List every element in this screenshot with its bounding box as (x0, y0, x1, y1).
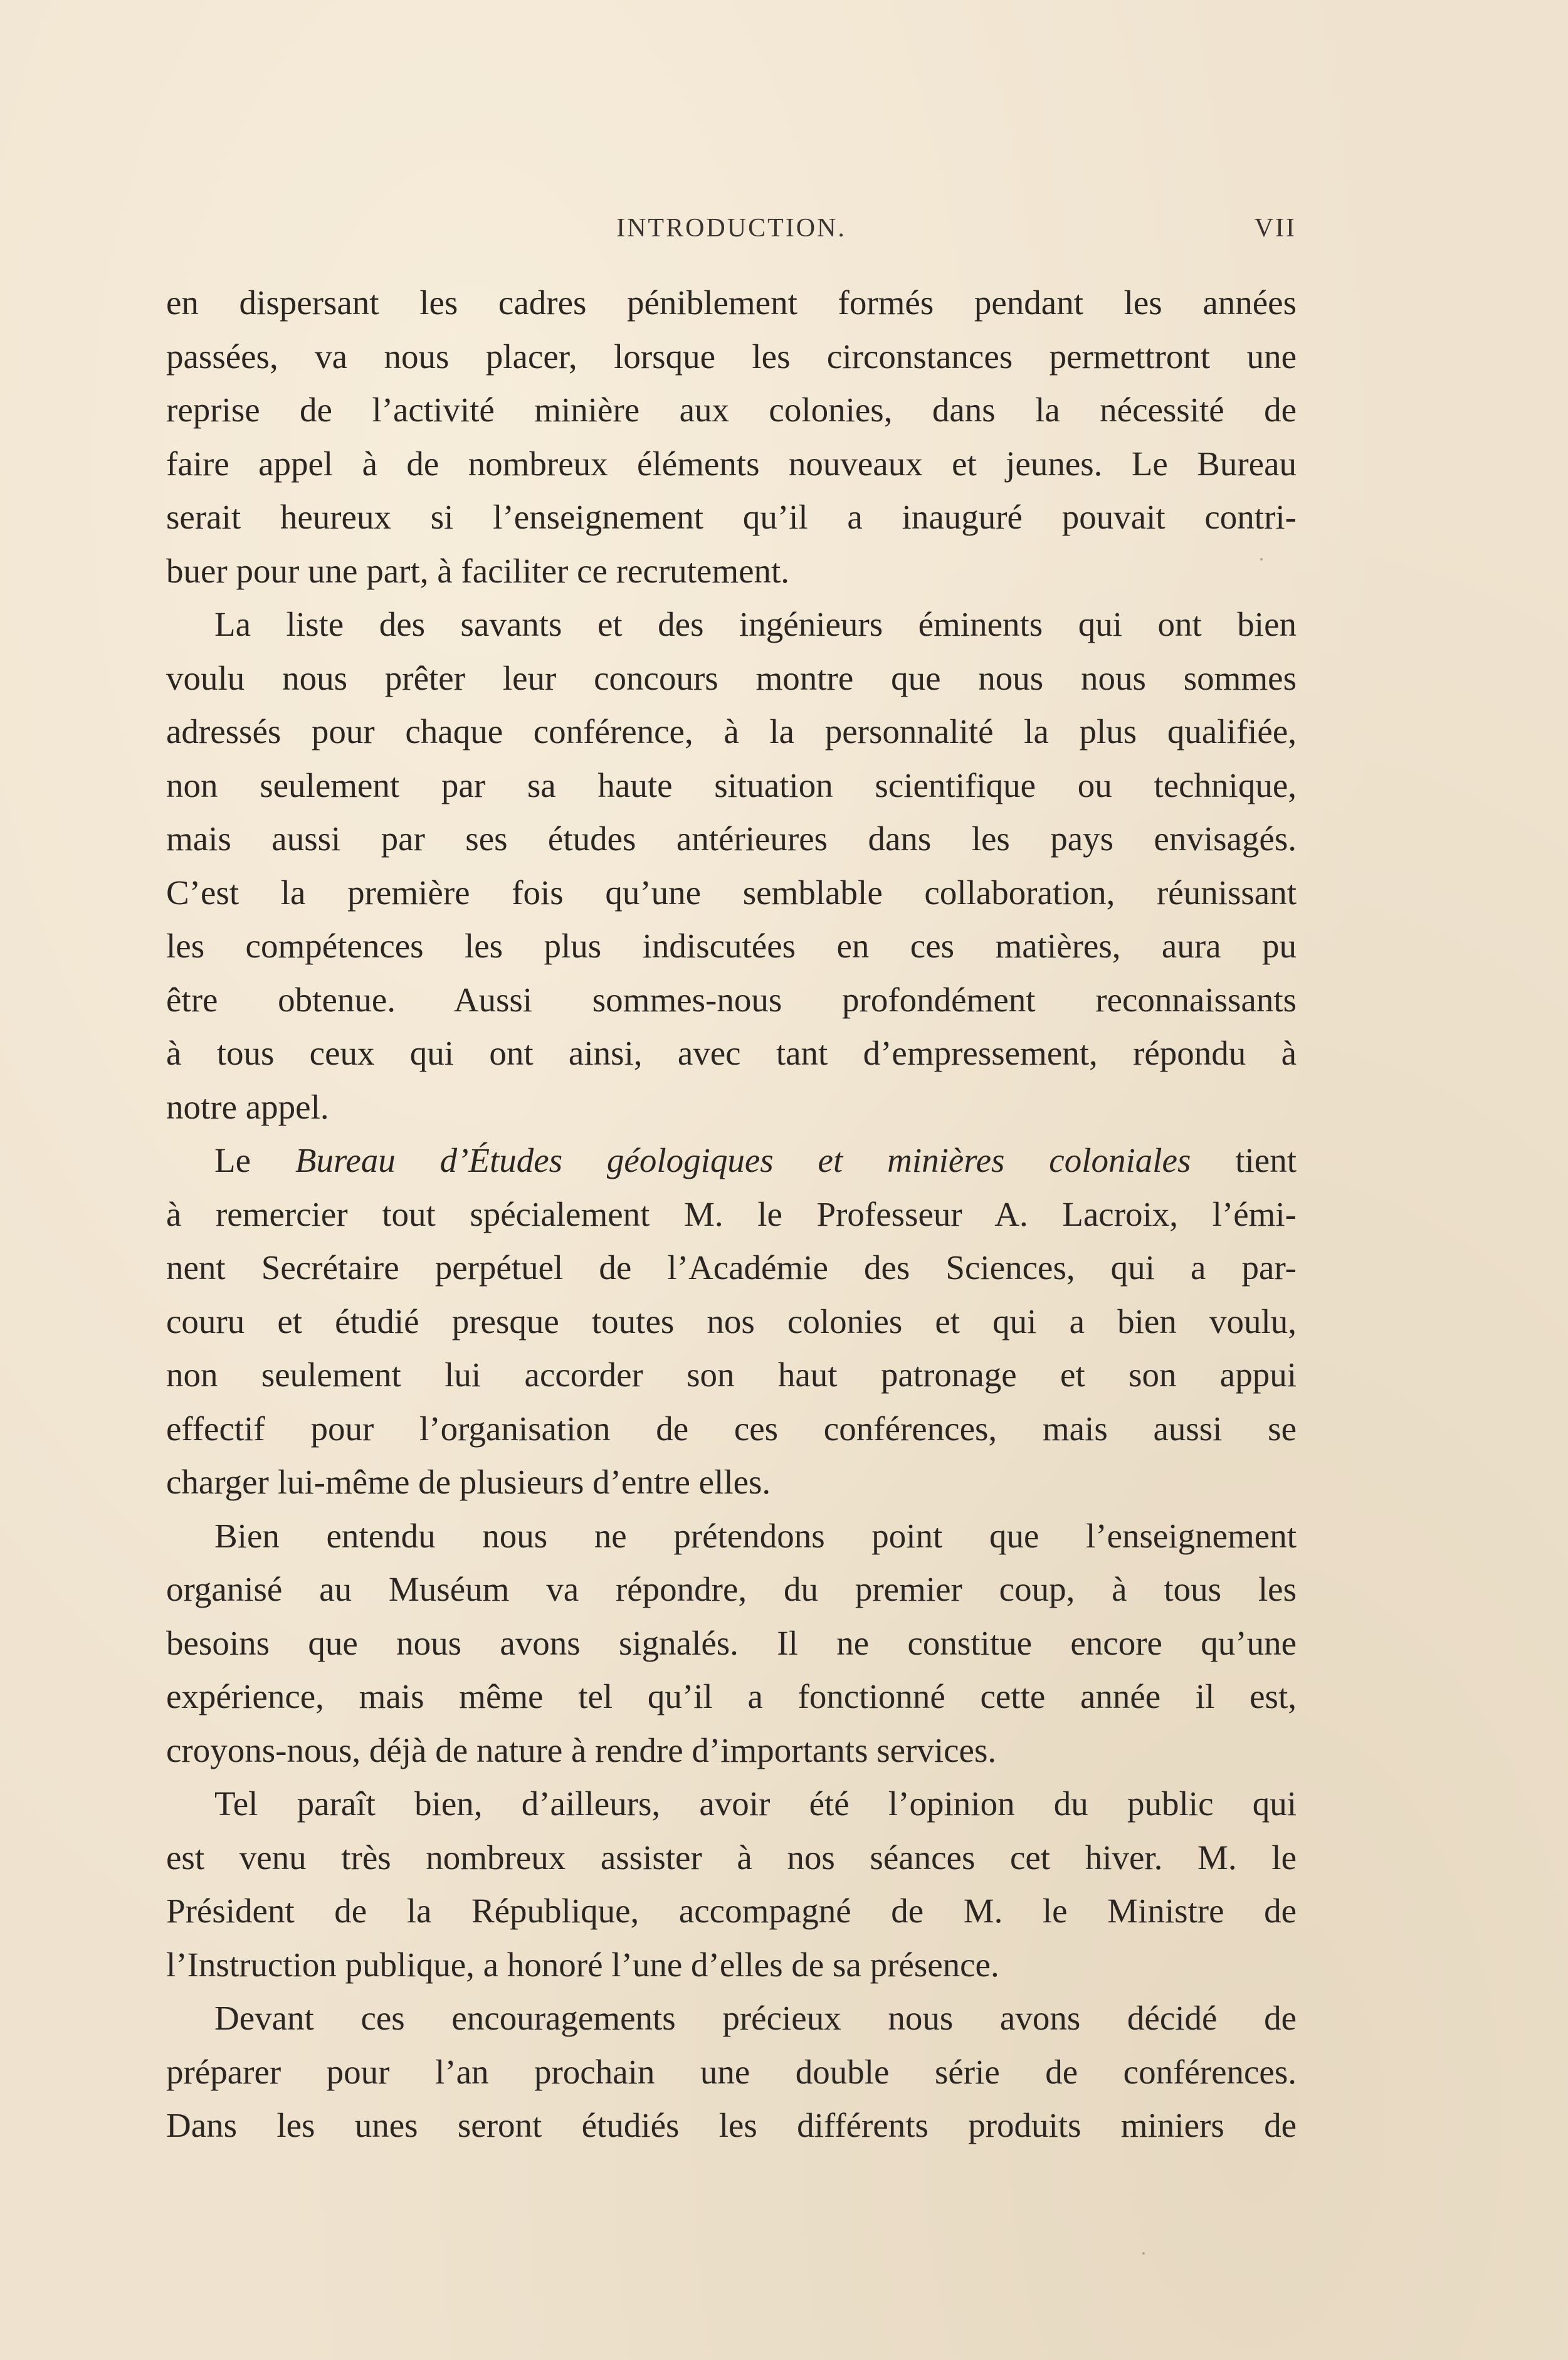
text-line: être obtenue. Aussi sommes-nous profondément reconnaissants (166, 980, 1297, 1019)
italic-title: Bureau d’Études géologiques et minières coloniales (295, 1141, 1191, 1179)
text-line: La liste des savants et des ingénieurs éminents qui ont bien (214, 605, 1297, 643)
text-line: Bien entendu nous ne prétendons point que l’enseignement (214, 1516, 1297, 1555)
text-line: mais aussi par ses études antérieures dans les pays envisagés. (166, 819, 1297, 858)
text-line: adressés pour chaque conférence, à la personnalité la plus qualifiée, (166, 712, 1297, 751)
body-text (166, 276, 1297, 2152)
text-line: est venu très nombreux assister à nos séances cet hiver. M. le (166, 1838, 1297, 1877)
text-line: Dans les unes seront étudiés les différents produits miniers de (166, 2106, 1297, 2144)
running-head (166, 213, 1297, 251)
text-line: organisé au Muséum va répondre, du premier coup, à tous les (166, 1570, 1297, 1608)
paragraph-2 (166, 598, 1297, 1134)
text-line: buer pour une part, à faciliter ce recrutement. (166, 551, 790, 590)
paper-speck (1260, 558, 1263, 561)
text-line: l’Instruction publique, a honoré l’une d’elles de sa présence. (166, 1945, 999, 1984)
text-line: serait heureux si l’enseignement qu’il a inauguré pouvait contri- (166, 498, 1297, 536)
paragraph-6 (166, 1991, 1297, 2152)
text-line: Président de la République, accompagné de M. le Ministre de (166, 1892, 1297, 1930)
text-line: C’est la première fois qu’une semblable collaboration, réunissant (166, 873, 1297, 912)
text-line: préparer pour l’an prochain une double série de conférences. (166, 2052, 1297, 2091)
paragraph-5 (166, 1777, 1297, 1991)
text-line: passées, va nous placer, lorsque les circonstances permettront une (166, 337, 1297, 376)
text-line: croyons-nous, déjà de nature à rendre d’importants services. (166, 1730, 997, 1769)
text-line: besoins que nous avons signalés. Il ne constitue encore qu’une (166, 1623, 1297, 1662)
text-line: non seulement lui accorder son haut patronage et son appui (166, 1356, 1297, 1394)
page-number: VII (1254, 214, 1297, 243)
paper-speck (1142, 2252, 1145, 2255)
text-line: reprise de l’activité minière aux colonies, dans la nécessité de (166, 391, 1297, 429)
text-line: non seulement par sa haute situation scientifique ou technique, (166, 766, 1297, 804)
text-line: Tel paraît bien, d’ailleurs, avoir été l’opinion du public qui (214, 1784, 1297, 1823)
text-line: en dispersant les cadres péniblement formés pendant les années (166, 283, 1297, 322)
text-line: les compétences les plus indiscutées en ces matières, aura pu (166, 927, 1297, 965)
paragraph-3 (166, 1134, 1297, 1509)
text-line-with-italic (166, 1134, 1297, 1188)
text-line: expérience, mais même tel qu’il a fonctionné cette année il est, (166, 1677, 1297, 1715)
text-line: charger lui-même de plusieurs d’entre elles. (166, 1463, 771, 1501)
text-line: Devant ces encouragements précieux nous avons décidé de (214, 1999, 1297, 2037)
text-segment: Le (214, 1141, 295, 1179)
text-segment: tient (1191, 1141, 1297, 1179)
text-line: couru et étudié presque toutes nos colonies et qui a bien voulu, (166, 1302, 1297, 1341)
text-line: à tous ceux qui ont ainsi, avec tant d’empressement, répondu à (166, 1034, 1297, 1072)
text-line: faire appel à de nombreux éléments nouveaux et jeunes. Le Bureau (166, 444, 1297, 483)
text-line: nent Secrétaire perpétuel de l’Académie des Sciences, qui a par- (166, 1248, 1297, 1287)
text-line: effectif pour l’organisation de ces conférences, mais aussi se (166, 1409, 1297, 1448)
paragraph-1 (166, 276, 1297, 598)
text-line: voulu nous prêter leur concours montre que nous nous sommes (166, 658, 1297, 697)
paragraph-4 (166, 1509, 1297, 1778)
text-line: à remercier tout spécialement M. le Professeur A. Lacroix, l’émi- (166, 1194, 1297, 1233)
running-head-title: INTRODUCTION. (616, 214, 846, 243)
text-line: notre appel. (166, 1087, 329, 1126)
